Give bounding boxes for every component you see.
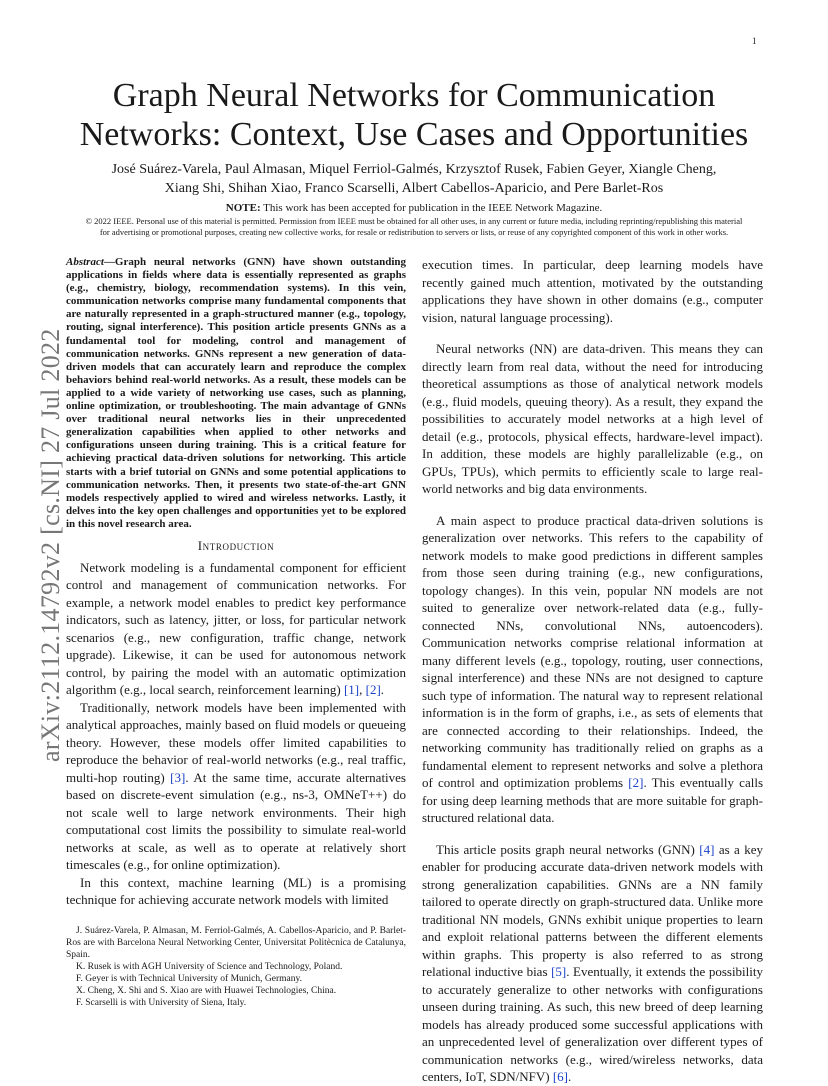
paragraph-text: This article posits graph neural networks (GNN)	[436, 841, 700, 857]
paragraph-text: .	[380, 682, 385, 698]
abstract-label: Abstract	[66, 256, 104, 268]
title-line-1: Graph Neural Networks for Communication	[112, 77, 716, 114]
abstract-text: —Graph neural networks (GNN) have shown outstanding applications in fields where data is essentially represented as graphs (e.g., chemistry, biology, recommendation systems). In this vein, communication networks comprise many fundamental components that are naturally represented in a graph-structured manner (e.g., topology, routing, signal interference). This position article presents GNNs as a fundamental tool for modeling, control and management of communication networks. GNNs represent a new generation of data-driven models that can accurately learn and reproduce the complex behaviors behind real-world networks. As a result, these models can be applied to a wide variety of networking use cases, such as planning, online optimization, or troubleshooting. The main advantage of GNNs over traditional neural networks lies in their unprecedented generalization capabilities when applied to other networks and configurations unseen during training. This is a critical feature for achieving practical data-driven solutions for networking. This article starts with a brief tutorial on GNNs and some potential applications to communication networks. Then, it presents two state-of-the-art GNN models respectively applied to wired and wireless networks. Lastly, it delves into the key open challenges and opportunities yet to be explored in this novel research area.	[66, 256, 406, 530]
intro-paragraph-4: Neural networks (NN) are data-driven. This means they can directly learn from real data, without the need for introducing theoretical assumptions as those of analytical network models (e.g., fluid models, queuing theory). As a result, they expand the possibilities to accurately model networks at a high level of detail (e.g., protocols, physical effects, hardware-level impact). In addition, these models are highly parallelizable (e.g., on GPUs, TPUs), which permits to efficiently scale to large real-world networks and big data environments.	[422, 341, 763, 496]
paragraph-text: . At the same time, accurate alternatives based on discrete-event simulation (e.g., ns-3, OMNeT++) do not scale well to large network environments. Their high computational cost limits the possibility to simulate real-world networks at scale, as well as to operate at relatively short timescales (e.g., for online optimization).	[66, 769, 406, 873]
footnote: F. Scarselli is with University of Siena, Italy.	[76, 997, 247, 1008]
citation-link[interactable]: [2]	[365, 682, 381, 698]
footnote: J. Suárez-Varela, P. Almasan, M. Ferriol-Galmés, A. Cabellos-Aparicio, and P. Barlet-Ros are with Barcelona Neural Networking Center, Universitat Politècnica de Catalunya, Spain.	[66, 925, 406, 960]
note-text: This work has been accepted for publication in the IEEE Network Magazine.	[260, 202, 603, 214]
arxiv-identifier-stamp: arXiv:2112.14792v2 [cs.NI] 27 Jul 2022	[36, 328, 65, 762]
citation-link[interactable]: [1]	[343, 682, 360, 698]
citation-link[interactable]: [4]	[699, 841, 715, 857]
intro-paragraph-1	[66, 559, 406, 699]
title-line-2: Networks: Context, Use Cases and Opportunities	[79, 116, 749, 153]
intro-paragraph-2	[66, 699, 406, 874]
citation-link[interactable]: [6]	[552, 1069, 568, 1084]
abstract	[66, 256, 406, 531]
footnote: K. Rusek is with AGH University of Science and Technology, Poland.	[76, 961, 343, 972]
intro-paragraph-5	[422, 512, 763, 827]
paragraph-text: ,	[359, 682, 366, 698]
page-number: 1	[752, 36, 757, 46]
section-heading-introduction: Introduction	[197, 537, 275, 553]
authors-line-2: Xiang Shi, Shihan Xiao, Franco Scarselli, Albert Cabellos-Aparicio, and Pere Barlet-Ros	[164, 181, 664, 196]
citation-link[interactable]: [2]	[628, 775, 644, 790]
paragraph-text: A main aspect to produce practical data-driven solutions is generalization over networks. This refers to the capability of network models to make good predictions in different samples from those seen during training (e.g., new configurations, topology changes). In this vein, popular NN models are not suited to generalize over network-related data (e.g., fully-connected NNs, convolutional NNs, autoencoders). Communication networks comprise relational information at many different levels (e.g., topology, routing, user connections, signal interference) and these NNs are not designed to capture such type of information. The natural way to represent relational information is in the form of graphs, i.e., as sets of elements that are connected according to their relationships. Indeed, the networking community has traditionally relied on graphs as a fundamental element to represent networks and solve a plethora of control and optimization problems	[422, 512, 763, 790]
authors-line-1: José Suárez-Varela, Paul Almasan, Miquel Ferriol-Galmés, Krzysztof Rusek, Fabien Geyer, Xiangle Cheng,	[111, 162, 717, 177]
paragraph-text: as a key enabler for producing accurate data-driven network models with strong generalization capabilities. GNNs are a NN family tailored to operate directly on graph-structured data. Unlike more traditional NN models, GNNs exhibit unique properties to learn and exploit relational patterns between the different elements within graphs. This property is also referred to as strong relational inductive bias	[422, 841, 763, 979]
note-label: NOTE:	[225, 202, 261, 214]
paragraph-text: .	[568, 1069, 572, 1084]
author-affiliation-footnotes	[66, 925, 406, 1009]
footnote: X. Cheng, X. Shi and S. Xiao are with Huawei Technologies, China.	[76, 985, 337, 996]
paragraph-text: Traditionally, network models have been implemented with analytical approaches, mainly based on fluid models or queueing theory. However, these models offer limited capabilities to reproduce the behavior of real-world networks (e.g., real traffic, multi-hop routing)	[66, 699, 406, 785]
paragraph-text: . This eventually calls for using deep learning methods that are more suitable for graph-structured relational data.	[422, 775, 763, 825]
paper-title	[60, 76, 768, 154]
copyright-notice: © 2022 IEEE. Personal use of this material is permitted. Permission from IEEE must be obtained for all other uses, in any current or future media, including reprinting/republishing this material for advertising or promotional purposes, creating new collective works, for resale or redistribution to servers or lists, or reuse of any copyrighted component of this work in other works.	[85, 216, 743, 237]
publication-note	[60, 202, 768, 214]
left-column	[66, 256, 406, 1009]
intro-paragraph-3: In this context, machine learning (ML) is a promising technique for achieving accurate network models with limited	[66, 874, 406, 908]
paragraph-text: Network modeling is a fundamental component for efficient control and management of communication networks. For example, a network model enables to predict key performance indicators, such as latency, jitter, or loss, for particular network scenarios (e.g., new configuration, traffic change, network upgrade). Likewise, it can be used for autonomous network control, by pairing the model with an automatic optimization algorithm (e.g., local search, reinforcement learning)	[66, 559, 406, 698]
citation-link[interactable]: [3]	[170, 769, 186, 785]
footnote: F. Geyer is with Technical University of Munich, Germany.	[76, 973, 302, 984]
citation-link[interactable]: [5]	[551, 964, 567, 979]
intro-paragraph-6	[422, 841, 763, 1086]
intro-paragraph-3-continued: execution times. In particular, deep learning models have recently gained much attention, motivated by the outstanding applications they have shown in other domains (e.g., computer vision, natural language processing).	[422, 257, 763, 325]
right-column	[422, 256, 763, 1086]
paragraph-text: . Eventually, it extends the possibility to accurately generalize to other networks with configurations unseen during training. As such, this new breed of deep learning models has already produced some successful applications with an unprecedented level of generalization over different types of communication networks (e.g., wired/wireless networks, data centers, IoT, SDN/NFV)	[422, 964, 763, 1084]
author-list	[60, 160, 768, 198]
